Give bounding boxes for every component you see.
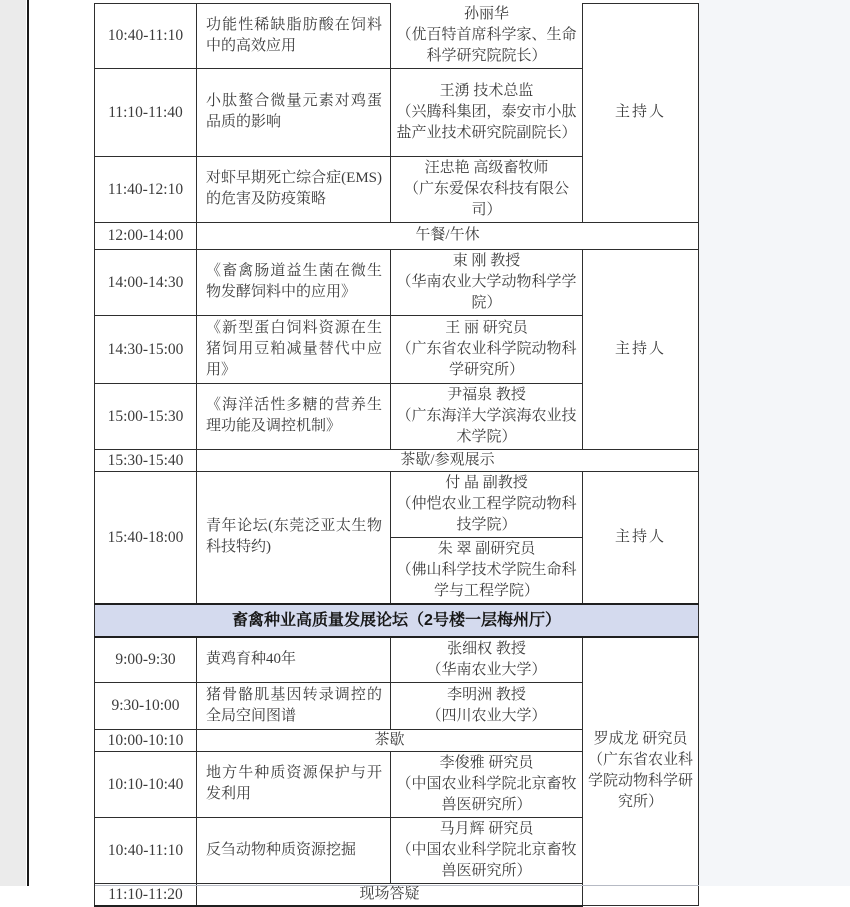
lunch-break-cell: 午餐/午休 — [197, 222, 699, 249]
speaker-affiliation: （仲恺农业工程学院动物科技学院） — [396, 495, 577, 533]
time-cell: 9:30-10:00 — [95, 682, 197, 729]
speaker-cell — [391, 383, 583, 449]
outer-table-left-border — [27, 0, 29, 886]
tea-break-cell: 茶歇 — [197, 729, 583, 751]
session-row — [95, 471, 699, 537]
topic-cell: 《畜禽肠道益生菌在微生物发酵饲料中的应用》 — [197, 249, 391, 315]
speaker-name: 王 丽 研究员 — [445, 319, 528, 336]
time-cell: 15:30-15:40 — [95, 449, 197, 471]
moderator-name: 罗成龙 研究员 — [593, 731, 688, 748]
speaker-affiliation: （佛山科学技术学院生命科学与工程学院） — [396, 561, 577, 599]
page-right-background — [699, 0, 850, 886]
forum-header-row — [95, 604, 699, 637]
time-cell: 14:30-15:00 — [95, 315, 197, 383]
time-cell: 10:10-10:40 — [95, 751, 197, 817]
session-row — [95, 637, 699, 683]
moderator-cell: 主持人 — [583, 471, 699, 604]
speaker-affiliation: （兴腾科集团，泰安市小肽盐产业技术研究院副院长） — [396, 103, 577, 141]
tea-break-cell: 茶歇/参观展示 — [197, 449, 699, 471]
speaker-cell — [391, 315, 583, 383]
topic-cell: 青年论坛(东莞泛亚太生物科技特约) — [197, 471, 391, 604]
speaker-cell — [391, 751, 583, 817]
speaker-name: 束 刚 教授 — [452, 252, 521, 269]
time-cell: 10:40-11:10 — [95, 4, 197, 69]
speaker-affiliation: （广东省农业科学院动物科学研究所） — [396, 340, 577, 378]
time-cell: 14:00-14:30 — [95, 249, 197, 315]
moderator-affiliation: （广东省农业科学院动物科学研究所） — [587, 752, 693, 811]
speaker-affiliation: （优百特首席科学家、生命科学研究院院长） — [396, 26, 577, 64]
speaker-affiliation: （华南农业大学动物科学学院） — [396, 273, 577, 311]
topic-cell: 地方牛种质资源保护与开发利用 — [197, 751, 391, 817]
speaker-name: 李明洲 教授 — [447, 686, 526, 703]
topic-cell: 小肽螯合微量元素对鸡蛋品质的影响 — [197, 68, 391, 156]
speaker-cell — [391, 682, 583, 729]
time-cell: 11:10-11:40 — [95, 68, 197, 156]
speaker-name: 李俊雅 研究员 — [439, 754, 534, 771]
qa-cell: 现场答疑 — [197, 883, 583, 906]
speaker-name: 付 晶 副教授 — [445, 474, 528, 491]
speaker-cell — [391, 156, 583, 222]
moderator-cell: 主持人 — [583, 249, 699, 449]
speaker-affiliation: （华南农业大学） — [426, 661, 547, 678]
speaker-cell — [391, 637, 583, 683]
speaker-cell — [391, 537, 583, 604]
topic-cell: 反刍动物种质资源挖掘 — [197, 817, 391, 883]
speaker-name: 王湧 技术总监 — [439, 82, 534, 99]
speaker-cell — [391, 471, 583, 537]
speaker-affiliation: （广东海洋大学滨海农业技术学院） — [396, 407, 577, 445]
topic-cell: 《海洋活性多糖的营养生理功能及调控机制》 — [197, 383, 391, 449]
speaker-name: 马月辉 研究员 — [439, 820, 534, 837]
topic-cell: 对虾早期死亡综合症(EMS)的危害及防疫策略 — [197, 156, 391, 222]
moderator-cell — [583, 637, 699, 906]
conference-schedule-table — [94, 3, 699, 907]
break-row — [95, 222, 699, 249]
page-left-gutter — [0, 0, 26, 886]
topic-cell: 《新型蛋白饲料资源在生猪饲用豆粕减量替代中应用》 — [197, 315, 391, 383]
forum-title: 畜禽种业高质量发展论坛（2号楼一层梅州厅） — [95, 604, 699, 637]
topic-cell: 黄鸡育种40年 — [197, 637, 391, 683]
time-cell: 10:40-11:10 — [95, 817, 197, 883]
time-cell: 11:40-12:10 — [95, 156, 197, 222]
time-cell: 15:00-15:30 — [95, 383, 197, 449]
topic-cell: 猪骨骼肌基因转录调控的全局空间图谱 — [197, 682, 391, 729]
break-row — [95, 449, 699, 471]
session-row — [95, 4, 699, 69]
speaker-cell — [391, 4, 583, 69]
speaker-cell — [391, 249, 583, 315]
session-row — [95, 249, 699, 315]
speaker-name: 孙丽华 — [463, 5, 509, 22]
speaker-name: 汪忠艳 高级畜牧师 — [424, 159, 549, 176]
speaker-name: 张细权 教授 — [447, 640, 526, 657]
speaker-name: 朱 翠 副研究员 — [437, 540, 536, 557]
speaker-affiliation: （广东爱保农科技有限公司） — [403, 180, 569, 218]
speaker-affiliation: （中国农业科学院北京畜牧兽医研究所） — [396, 775, 577, 813]
time-cell: 12:00-14:00 — [95, 222, 197, 249]
topic-cell: 功能性稀缺脂肪酸在饲料中的高效应用 — [197, 4, 391, 69]
speaker-affiliation: （四川农业大学） — [426, 707, 547, 724]
speaker-affiliation: （中国农业科学院北京畜牧兽医研究所） — [396, 841, 577, 879]
speaker-cell — [391, 68, 583, 156]
time-cell: 15:40-18:00 — [95, 471, 197, 604]
time-cell: 10:00-10:10 — [95, 729, 197, 751]
speaker-name: 尹福泉 教授 — [447, 386, 526, 403]
time-cell: 9:00-9:30 — [95, 637, 197, 683]
speaker-cell — [391, 817, 583, 883]
moderator-cell: 主持人 — [583, 4, 699, 223]
time-cell: 11:10-11:20 — [95, 883, 197, 906]
